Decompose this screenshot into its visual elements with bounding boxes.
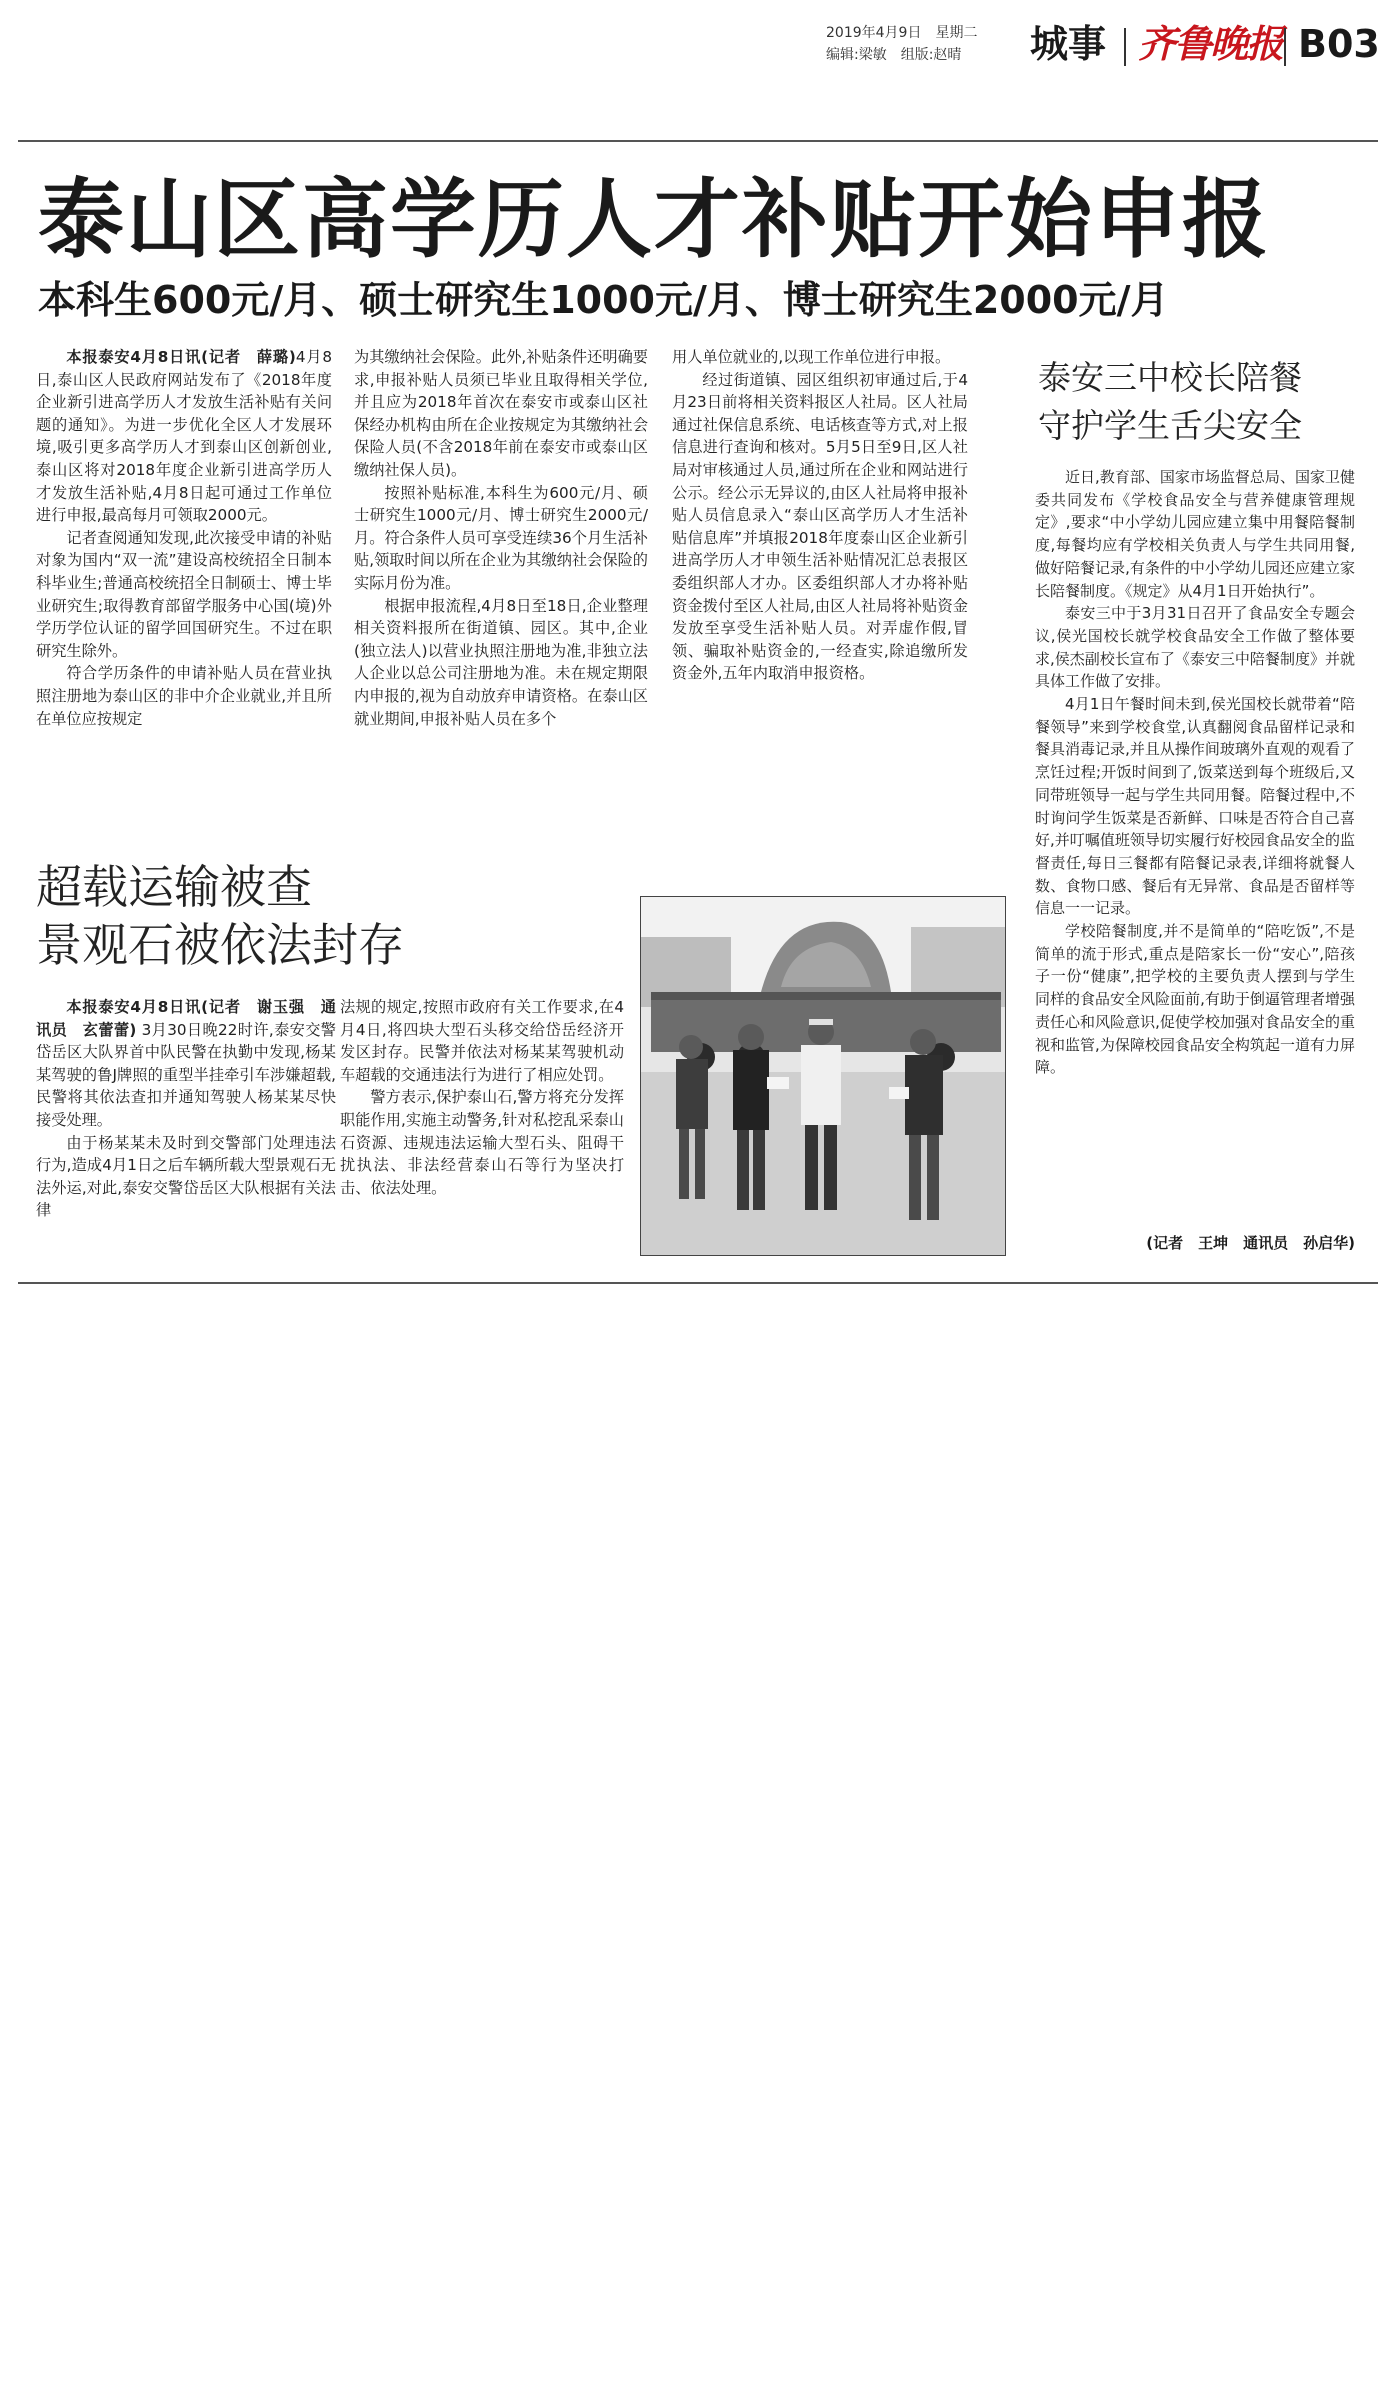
article-paragraph: 学校陪餐制度,并不是简单的“陪吃饭”,不是简单的流于形式,重点是陪家长一份“安心”,陪孩子一份“健康”,把学校的主要负责人摆到与学生同样的食品安全风险面前,有助于倒逼管理者增强责任心和风险意识,促使学校加强对食品安全的重视和监管,为保障校园食品安全构筑起一道有力屏障。: [1035, 922, 1355, 1077]
article-paragraph: 符合学历条件的申请补贴人员在营业执照注册地为泰山区的非中介企业就业,并且所在单位应按规定: [36, 664, 332, 728]
article-paragraph: 近日,教育部、国家市场监督总局、国家卫健委共同发布《学校食品安全与营养健康管理规定》,要求“中小学幼儿园应建立集中用餐陪餐制度,每餐均应有学校相关负责人与学生共同用餐,做好陪餐记录,有条件的中小学幼儿园还应建立家长陪餐制度。《规定》从4月1日开始执行”。: [1035, 468, 1355, 600]
main-article-column-2: [354, 346, 648, 730]
top-rule: [18, 140, 1378, 142]
sidebar-article-body: [1035, 466, 1355, 1079]
article-byline: 本报泰安4月8日讯(记者 薛璐): [66, 348, 296, 366]
main-subheadline: 本科生600元/月、硕士研究生1000元/月、博士研究生2000元/月: [38, 278, 1169, 322]
article-paragraph: 泰安三中于3月31日召开了食品安全专题会议,侯光国校长就学校食品安全工作做了整体要求,侯杰副校长宣布了《泰安三中陪餐制度》并就具体工作做了安排。: [1035, 604, 1355, 691]
article-paragraph: 根据申报流程,4月8日至18日,企业整理相关资料报所在街道镇、园区。其中,企业(独立法人)以营业执照注册地为准,非独立法人企业以总公司注册地为准。未在规定期限内申报的,视为自动放弃申请资格。在泰山区就业期间,申报补贴人员在多个: [354, 596, 648, 728]
article-paragraph: 按照补贴标准,本科生为600元/月、硕士研究生1000元/月、博士研究生2000元/月。符合条件人员可享受连续36个月生活补贴,领取时间以所在企业为其缴纳社会保险的实际月份为准。: [354, 483, 648, 592]
header-divider: [1284, 28, 1286, 66]
second-headline-line: 景观石被依法封存: [36, 918, 404, 972]
article-paragraph: 用人单位就业的,以现工作单位进行申报。: [672, 348, 951, 366]
second-headline-line: 超载运输被查: [36, 860, 312, 914]
article-paragraph: [36, 346, 332, 527]
editor-credits: 编辑:梁敏 组版:赵晴: [826, 47, 962, 63]
newspaper-logo: 齐鲁晚报: [1138, 21, 1283, 66]
header-divider: [1124, 28, 1126, 66]
main-headline: 泰山区高学历人才补贴开始申报: [38, 170, 1270, 270]
sidebar-credit: (记者 王坤 通讯员 孙启华): [1146, 1234, 1355, 1252]
article-paragraph: 4月1日午餐时间未到,侯光国校长就带着“陪餐领导”来到学校食堂,认真翻阅食品留样记录和餐具消毒记录,并且从操作间玻璃外直观的观看了烹饪过程;开饭时间到了,饭菜送到每个班级后,又同带班领导一起与学生共同用餐。陪餐过程中,不时询问学生饭菜是否新鲜、口味是否符合自己喜好,并叮嘱值班领导切实履行好校园食品安全的监督责任,每日三餐都有陪餐记录表,详细将就餐人数、食物口感、餐后有无异常、食品是否留样等信息一一记录。: [1035, 695, 1355, 918]
article-text: 3月30日晚22时许,泰安交警岱岳区大队界首中队民警在执勤中发现,杨某某驾驶的鲁J牌照的重型半挂牵引车涉嫌超载,民警将其依法查扣并通知驾驶人杨某某尽快接受处理。: [36, 1020, 336, 1129]
article-paragraph: 警方表示,保护泰山石,警方将充分发挥职能作用,实施主动警务,针对私挖乱采泰山石资源、违规违法运输大型石头、阻碍干扰执法、非法经营泰山石等行为坚决打击、依法处理。: [340, 1088, 624, 1197]
second-article-column-1: [36, 996, 336, 1222]
article-paragraph: [36, 996, 336, 1132]
article-paragraph: 记者查阅通知发现,此次接受申请的补贴对象为国内“双一流”建设高校统招全日制本科毕业生;普通高校统招全日制硕士、博士毕业研究生;取得教育部留学服务中心国(境)外学历学位认证的留学回国研究生。不过在职研究生除外。: [36, 528, 332, 660]
article-paragraph: 法规的规定,按照市政府有关工作要求,在4月4日,将四块大型石头移交给岱岳经济开发区封存。民警并依法对杨某某驾驶机动车超载的交通违法行为进行了相应处罚。: [340, 998, 624, 1084]
sidebar-headline: [1038, 354, 1302, 450]
second-headline: [36, 858, 404, 974]
bottom-rule: [18, 1282, 1378, 1284]
issue-date: 2019年4月9日 星期二: [826, 25, 978, 41]
main-article-column-3: [672, 346, 968, 685]
news-photo: [640, 896, 1006, 1256]
sidebar-headline-line: 守护学生舌尖安全: [1038, 406, 1302, 445]
sidebar-headline-line: 泰安三中校长陪餐: [1038, 358, 1302, 397]
page-number: B03: [1298, 22, 1380, 66]
section-name: 城事: [1030, 22, 1107, 66]
article-paragraph: 为其缴纳社会保险。此外,补贴条件还明确要求,申报补贴人员须已毕业且取得相关学位,并且应为2018年首次在泰安市或泰山区社保经办机构由所在企业按规定为其缴纳社会保险人员(不含2018年前在泰安市或泰山区缴纳社保人员)。: [354, 348, 648, 479]
article-text: 4月8日,泰山区人民政府网站发布了《2018年度企业新引进高学历人才发放生活补贴有关问题的通知》。为进一步优化全区人才发展环境,吸引更多高学历人才到泰山区创新创业,泰山区将对2018年度企业新引进高学历人才发放生活补贴,4月8日起可通过工作单位进行申报,最高每月可领取2000元。: [36, 348, 332, 525]
article-paragraph: 由于杨某某未及时到交警部门处理违法行为,造成4月1日之后车辆所载大型景观石无法外运,对此,泰安交警岱岳区大队根据有关法律: [36, 1133, 336, 1220]
second-article-column-2: [340, 996, 624, 1199]
article-paragraph: 经过街道镇、园区组织初审通过后,于4月23日前将相关资料报区人社局。区人社局通过社保信息系统、电话核查等方式,对上报信息进行查询和核对。5月5日至9日,区人社局对审核通过人员,通过所在企业和网站进行公示。经公示无异议的,由区人社局将申报补贴人员信息录入“泰山区高学历人才生活补贴信息库”并填报2018年度泰山区企业新引进高学历人才申领生活补贴情况汇总表报区委组织部人才办。区委组织部人才办将补贴资金拨付至区人社局,由区人社局将补贴资金发放至享受生活补贴人员。对弄虚作假,冒领、骗取补贴资金的,一经查实,除追缴所发资金外,五年内取消申报资格。: [672, 370, 968, 683]
main-article-column-1: [36, 346, 332, 730]
article-byline: 本报泰安4月8日讯(记者 谢玉强 通讯员 玄蕾蕾): [36, 998, 336, 1039]
news-photo-illustration: [641, 897, 1005, 1255]
